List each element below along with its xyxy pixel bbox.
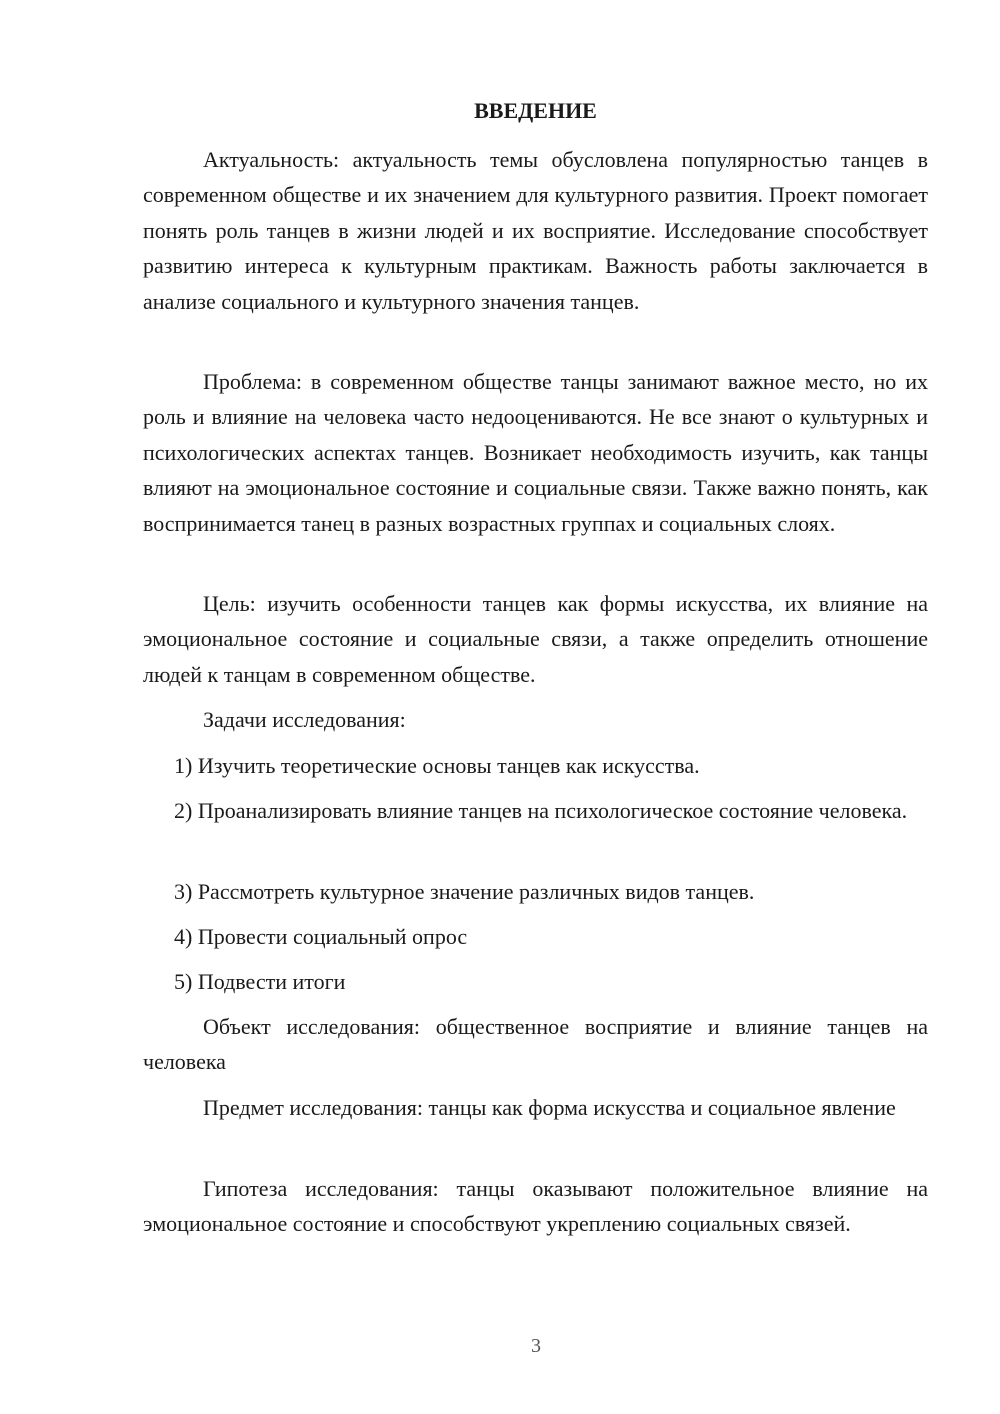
problem-paragraph: Проблема: в современном обществе танцы занимают важное место, но их роль и влияние на человека часто недооцениваются. Не все знают о культурных и психологических аспектах танцев. Возникает необходимость изучить, как танцы влияют на эмоциональное состояние и социальные связи. Также важно понять, как воспринимается танец в разных возрастных группах и социальных слоях.	[143, 369, 928, 536]
goal-paragraph: Цель: изучить особенности танцев как формы искусства, их влияние на эмоциональное состояние и социальные связи, а также определить отношение людей к танцам в современном обществе.	[143, 591, 928, 687]
task-item-1: 1) Изучить теоретические основы танцев как искусства.	[174, 753, 700, 778]
page-title: ВВЕДЕНИЕ	[474, 98, 597, 123]
page-number: 3	[531, 1335, 541, 1357]
task-item-2: 2) Проанализировать влияние танцев на психологическое состояние человека.	[174, 798, 908, 823]
hypothesis-paragraph: Гипотеза исследования: танцы оказывают положительное влияние на эмоциональное состояние и способствуют укреплению социальных связей.	[143, 1176, 928, 1237]
task-item-4: 4) Провести социальный опрос	[174, 924, 468, 949]
object-paragraph: Объект исследования: общественное восприятие и влияние танцев на человека	[143, 1014, 928, 1075]
relevance-paragraph: Актуальность: актуальность темы обусловлена популярностью танцев в современном обществе и их значением для культурного развития. Проект помогает понять роль танцев в жизни людей и их восприятие. Исследование способствует развитию интереса к культурным практикам. Важность работы заключается в анализе социального и культурного значения танцев.	[143, 147, 928, 314]
task-item-3: 3) Рассмотреть культурное значение различных видов танцев.	[174, 879, 755, 904]
tasks-heading: Задачи исследования:	[203, 707, 406, 732]
subject-paragraph: Предмет исследования: танцы как форма искусства и социальное явление	[203, 1095, 896, 1120]
task-item-5: 5) Подвести итоги	[174, 969, 346, 994]
